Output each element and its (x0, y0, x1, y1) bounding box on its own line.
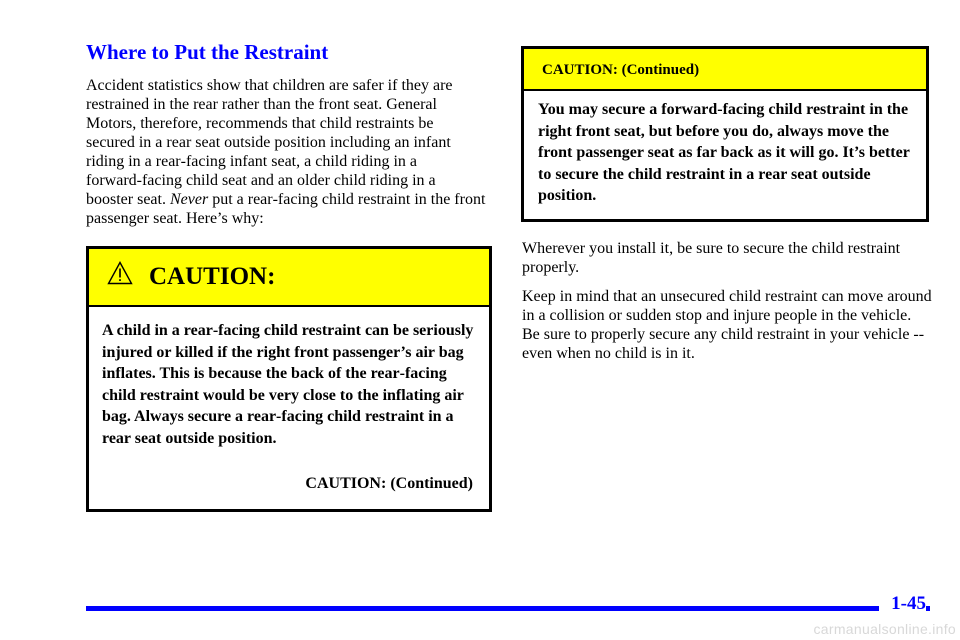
caution-continued-body-text: You may secure a forward‑facing child restraint in the right front seat, but before you do, always move the front passenger seat as far back as it will go. It’s better to secure the child restraint in a rear seat outside position. (538, 101, 910, 204)
caution-header (89, 249, 489, 307)
caution-continued-label: CAUTION: (Continued) (305, 475, 473, 492)
caution-body-text: A child in a rear‑facing child restraint can be seriously injured or killed if the right front passenger’s air bag inflates. This is because the back of the rear‑facing child restraint would be very close to the inflating air bag. Always secure a rear‑facing child restraint in a rear seat outside position. (102, 322, 474, 447)
warning-triangle-icon (107, 261, 133, 285)
intro-emphasis: Never (169, 191, 209, 208)
intro-paragraph (86, 76, 486, 228)
install-paragraph: Wherever you install it, be sure to secure the child restraint properly. (522, 240, 901, 276)
caution-title: CAUTION: (149, 263, 276, 290)
unsecured-restraint-paragraph: Keep in mind that an unsecured child restraint can move around in a collision or sudden stop and injure people in the vehicle. Be sure to properly secure any child restraint in your vehicle -- even when no child is in it. (522, 288, 932, 362)
intro-text-start: Accident statistics show that children are safer if they are restrained in the rear rather than the front seat. General Motors, therefore, recommends that child restraints be secured in a rear seat outside position including an infant riding in a rear‑facing infant seat, a child riding in a forward‑facing child seat and an older child riding in a booster seat. (86, 77, 453, 208)
page-number: 1-45 (879, 593, 926, 615)
watermark-text: carmanualsonline.info (813, 621, 956, 637)
caution-continued-title: CAUTION: (Continued) (542, 62, 700, 78)
section-title: Where to Put the Restraint (86, 40, 329, 64)
caution-continued-header (524, 49, 926, 91)
footer-rule (86, 606, 930, 611)
intro-text-end: put a rear‑facing child restraint in the front passenger seat. Here’s why: (86, 191, 486, 227)
caution-box-rear-facing (86, 246, 492, 512)
caution-box-continued (521, 46, 929, 222)
